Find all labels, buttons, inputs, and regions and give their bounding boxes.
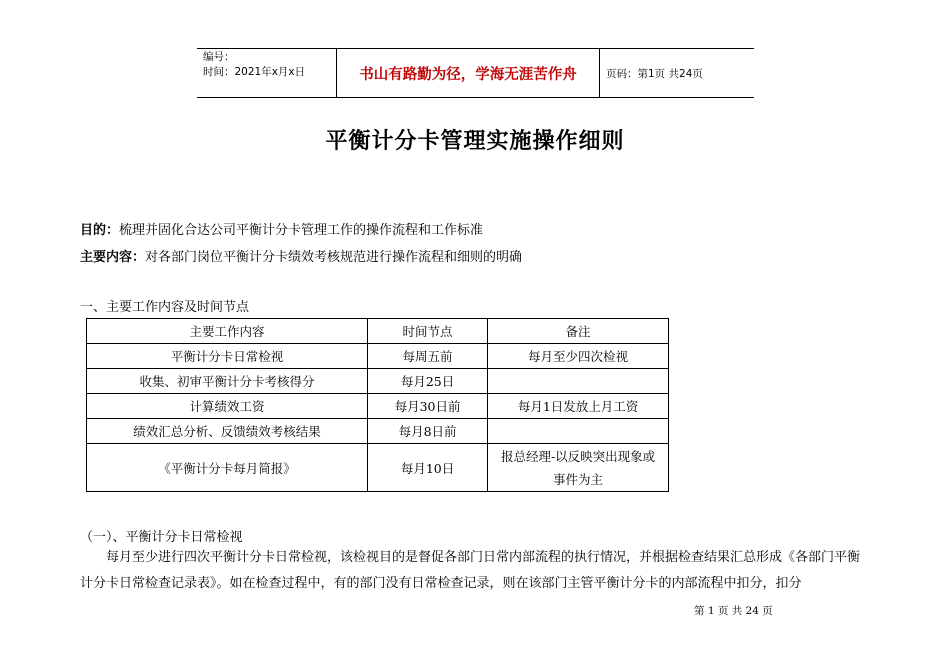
page-footer: 第 1 页 共 24 页 xyxy=(694,605,773,617)
body-paragraph: 每月至少进行四次平衡计分卡日常检视，该检视目的是督促各部门日常内部流程的执行情况，并根据检查结果汇总形成《各部门平衡计分卡日常检查记录表》。如在检查过程中，有的部门没有日常检查记录，则在该部门主管平衡计分卡的内部流程中扣分，扣分 xyxy=(80,550,861,591)
table-header-cell: 主要工作内容 xyxy=(87,319,368,344)
table-cell: 每月8日前 xyxy=(367,419,487,444)
document-header xyxy=(197,48,754,98)
table-header-cell: 时间节点 xyxy=(367,319,487,344)
table-cell xyxy=(488,369,669,394)
header-motto: 书山有路勤为径，学海无涯苦作舟 xyxy=(337,49,600,97)
document-title: 平衡计分卡管理实施操作细则 xyxy=(325,129,625,154)
table-cell xyxy=(488,419,669,444)
table-cell: 每月10日 xyxy=(367,444,487,492)
purpose-line xyxy=(80,219,483,238)
purpose-text: 梳理并固化合达公司平衡计分卡管理工作的操作流程和工作标准 xyxy=(119,223,484,238)
table-cell: 绩效汇总分析、反馈绩效考核结果 xyxy=(87,419,368,444)
main-content-text: 对各部门岗位平衡计分卡绩效考核规范进行操作流程和细则的明确 xyxy=(145,250,523,265)
table-header-row xyxy=(87,319,669,344)
time-label: 时间：2021年x月x日 xyxy=(203,66,306,78)
table-header-cell: 备注 xyxy=(488,319,669,344)
table-cell: 报总经理-以反映突出现象或事件为主 xyxy=(488,444,669,492)
table-cell: 平衡计分卡日常检视 xyxy=(87,344,368,369)
table-row xyxy=(87,344,669,369)
number-label: 编号： xyxy=(203,51,235,63)
table-cell: 计算绩效工资 xyxy=(87,394,368,419)
main-content-label: 主要内容： xyxy=(80,250,146,265)
header-page-label: 页码：第1页 共24页 xyxy=(606,67,703,80)
section-heading: 一、主要工作内容及时间节点 xyxy=(80,300,250,315)
subsection-heading: （一）、平衡计分卡日常检视 xyxy=(80,530,243,545)
table-cell: 每月至少四次检视 xyxy=(488,344,669,369)
table-cell: 收集、初审平衡计分卡考核得分 xyxy=(87,369,368,394)
table-cell: 每月1日发放上月工资 xyxy=(488,394,669,419)
purpose-label: 目的： xyxy=(80,223,120,238)
table-cell: 每月30日前 xyxy=(367,394,487,419)
table-row xyxy=(87,444,669,492)
table-row xyxy=(87,419,669,444)
table-cell: 《平衡计分卡每月简报》 xyxy=(87,444,368,492)
table-row xyxy=(87,394,669,419)
header-info-cell xyxy=(197,49,337,97)
work-schedule-table xyxy=(86,318,669,492)
table-row xyxy=(87,369,669,394)
main-content-line xyxy=(80,246,522,265)
table-cell: 每月25日 xyxy=(367,369,487,394)
table-cell: 每周五前 xyxy=(367,344,487,369)
